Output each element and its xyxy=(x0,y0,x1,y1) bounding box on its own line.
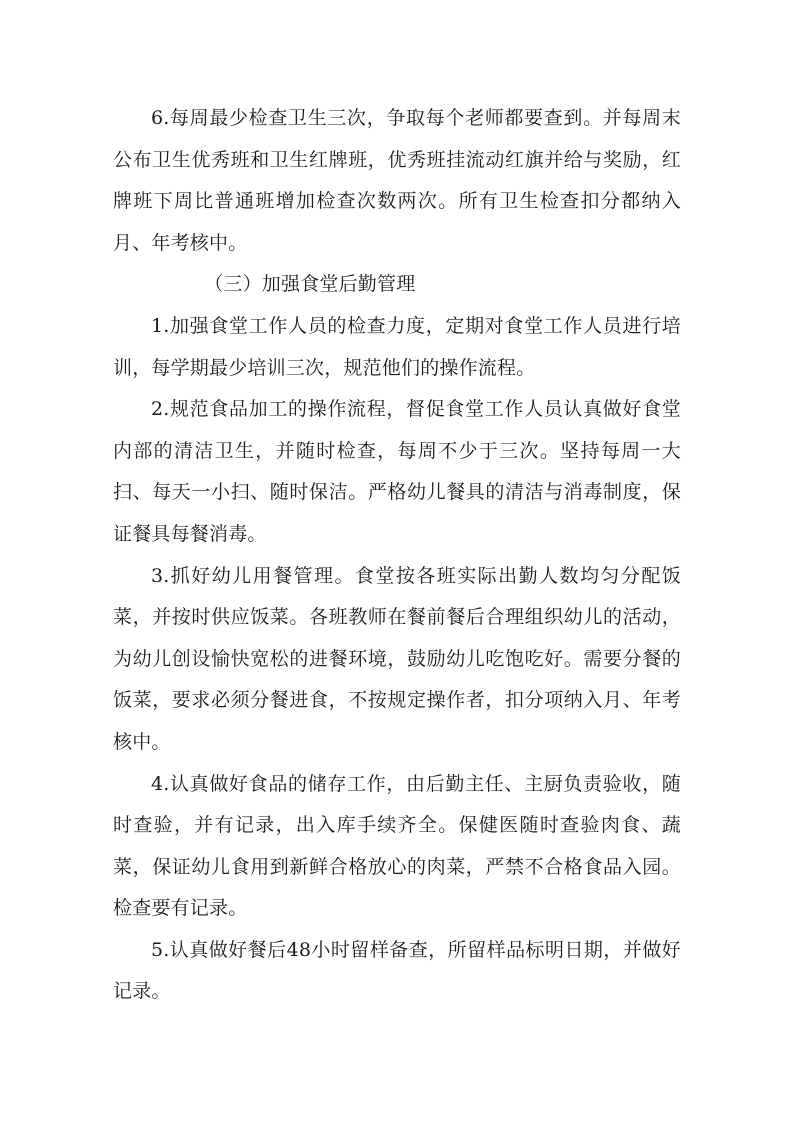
section-heading-canteen: （三）加强食堂后勤管理 xyxy=(204,273,416,296)
document-body xyxy=(113,98,681,1013)
paragraph-meal-management: 3.抓好幼儿用餐管理。食堂按各班实际出勤人数均匀分配饭菜，并按时供应饭菜。各班教师在餐前餐后合理组织幼儿的活动，为幼儿创设愉快宽松的进餐环境，鼓励幼儿吃饱吃好。需要分餐的饭菜，要求必须分餐进食，不按规定操作者，扣分项纳入月、年考核中。 xyxy=(113,564,681,753)
paragraph-hygiene-inspection: 6.每周最少检查卫生三次，争取每个老师都要查到。并每周末公布卫生优秀班和卫生红牌班，优秀班挂流动红旗并给与奖励，红牌班下周比普通班增加检查次数两次。所有卫生检查扣分都纳入月、年考核中。 xyxy=(113,107,681,254)
paragraph-food-storage: 4.认真做好食品的储存工作，由后勤主任、主厨负责验收，随时查验，并有记录，出入库手续齐全。保健医随时查验肉食、蔬菜，保证幼儿食用到新鲜合格放心的肉菜，严禁不合格食品入园。检查要有记录。 xyxy=(113,772,681,920)
paragraph-sample-retention: 5.认真做好餐后48小时留样备查，所留样品标明日期，并做好记录。 xyxy=(113,938,681,1003)
paragraph-food-processing: 2.规范食品加工的操作流程，督促食堂工作人员认真做好食堂内部的清洁卫生，并随时检查，每周不少于三次。坚持每周一大扫、每天一小扫、随时保洁。严格幼儿餐具的清洁与消毒制度，保证餐具每餐消毒。 xyxy=(113,398,681,545)
paragraph-canteen-staff-training: 1.加强食堂工作人员的检查力度，定期对食堂工作人员进行培训，每学期最少培训三次，规范他们的操作流程。 xyxy=(113,314,681,379)
